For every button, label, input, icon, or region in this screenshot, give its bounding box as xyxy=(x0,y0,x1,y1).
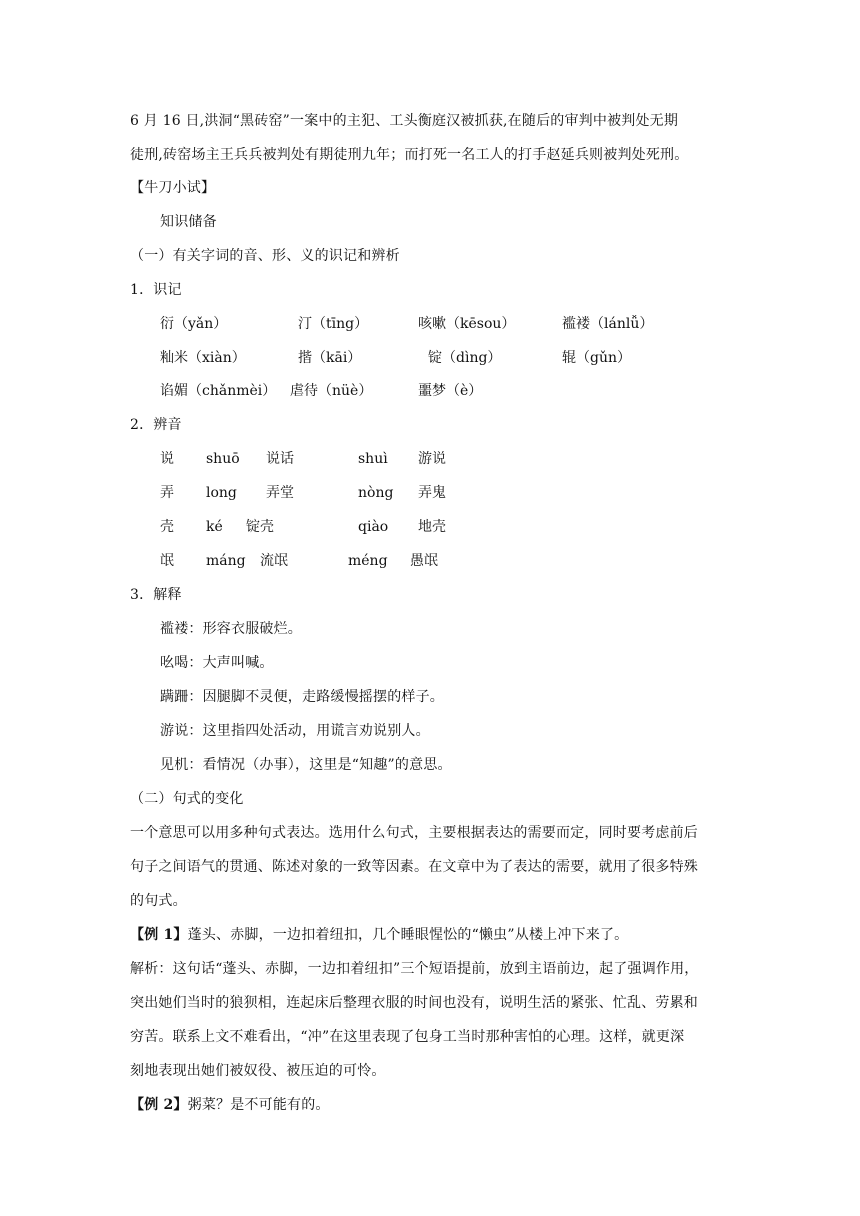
example2-text: 粥菜？是不可能有的。 xyxy=(187,1097,330,1113)
knowledge-title: 知识储备 xyxy=(160,214,217,230)
intro-line-1: 6 月 16 日,洪洞“黑砖窑”一案中的主犯、工头衡庭汉被抓获,在随后的审判中被判处无期 xyxy=(130,113,679,129)
example2 xyxy=(130,1095,330,1115)
analysis1-line: 解析：这句话“蓬头、赤脚，一边扣着纽扣”三个短语提前，放到主语前边，起了强调作用， xyxy=(130,961,699,977)
bianyin-pinyin: shuì xyxy=(358,451,388,467)
bianyin-pinyin: long xyxy=(206,485,237,501)
shiji-term: 籼米（xiàn） xyxy=(160,350,246,366)
part1-title: （一）有关字词的音、形、义的识记和辨析 xyxy=(130,248,400,264)
analysis1-line: 刻地表现出她们被奴役、被压迫的可怜。 xyxy=(130,1063,386,1079)
shiji-term: 辊（gǔn） xyxy=(562,350,631,366)
shiji-term: 咳嗽（kēsou） xyxy=(418,316,516,332)
bianyin-word: 弄鬼 xyxy=(418,485,446,501)
jieshi-item: 游说：这里指四处活动，用谎言劝说别人。 xyxy=(160,723,430,739)
jieshi-item: 褴褛：形容衣服破烂。 xyxy=(160,621,302,637)
section-title: 【牛刀小试】 xyxy=(130,180,216,196)
bianyin-pinyin: máng xyxy=(206,553,246,569)
bianyin-pinyin: qiào xyxy=(358,519,389,535)
example1-label: 【例 1】 xyxy=(130,927,188,943)
example1-text: 蓬头、赤脚，一边扣着纽扣，几个睡眼惺忪的“懒虫”从楼上冲下来了。 xyxy=(187,927,629,943)
part2-text-line: 的句式。 xyxy=(130,893,187,909)
jieshi-title: 3．解释 xyxy=(130,587,182,603)
bianyin-pinyin: ké xyxy=(206,519,223,535)
bianyin-pinyin: shuō xyxy=(206,451,240,467)
bianyin-pinyin: méng xyxy=(348,553,388,569)
part2-title: （二）句式的变化 xyxy=(130,791,244,807)
bianyin-word: 游说 xyxy=(418,451,446,467)
bianyin-char: 弄 xyxy=(160,485,174,501)
bianyin-word: 愚氓 xyxy=(410,553,438,569)
jieshi-item: 见机：看情况（办事），这里是“知趣”的意思。 xyxy=(160,757,452,773)
shiji-term: 揩（kāi） xyxy=(298,350,362,366)
bianyin-word: 锭壳 xyxy=(246,519,274,535)
bianyin-pinyin: nòng xyxy=(358,485,394,501)
shiji-term: 谄媚（chǎnmèi） xyxy=(160,383,277,399)
jieshi-item: 吆喝：大声叫喊。 xyxy=(160,655,274,671)
bianyin-char: 氓 xyxy=(160,553,174,569)
analysis1-line: 突出她们当时的狼狈相，连起床后整理衣服的时间也没有，说明生活的紧张、忙乱、劳累和 xyxy=(130,995,698,1011)
shiji-title: 1．识记 xyxy=(130,282,182,298)
bianyin-char: 说 xyxy=(160,451,174,467)
bianyin-word: 弄堂 xyxy=(266,485,294,501)
bianyin-word: 地壳 xyxy=(418,519,446,535)
shiji-term: 褴褛（lánlǚ） xyxy=(562,316,654,332)
shiji-term: 锭（dìng） xyxy=(428,350,502,366)
bianyin-title: 2．辨音 xyxy=(130,417,182,433)
bianyin-word: 说话 xyxy=(266,451,294,467)
bianyin-char: 壳 xyxy=(160,519,174,535)
example2-label: 【例 2】 xyxy=(130,1097,188,1113)
shiji-term: 衍（yǎn） xyxy=(160,316,228,332)
jieshi-item: 蹒跚：因腿脚不灵便，走路缓慢摇摆的样子。 xyxy=(160,689,444,705)
shiji-term: 汀（tīng） xyxy=(298,316,369,332)
analysis1-line: 穷苦。联系上文不难看出，“冲”在这里表现了包身工当时那种害怕的心理。这样，就更深 xyxy=(130,1029,685,1045)
shiji-term: 噩梦（è） xyxy=(418,383,483,399)
part2-text-line: 一个意思可以用多种句式表达。选用什么句式，主要根据表达的需要而定，同时要考虑前后 xyxy=(130,825,698,841)
bianyin-word: 流氓 xyxy=(260,553,288,569)
part2-text-line: 句子之间语气的贯通、陈述对象的一致等因素。在文章中为了表达的需要，就用了很多特殊 xyxy=(130,859,698,875)
intro-line-2: 徒刑,砖窑场主王兵兵被判处有期徒刑九年；而打死一名工人的打手赵延兵则被判处死刑。 xyxy=(130,147,689,163)
shiji-term: 虐待（nüè） xyxy=(290,383,373,399)
example1 xyxy=(130,925,628,945)
